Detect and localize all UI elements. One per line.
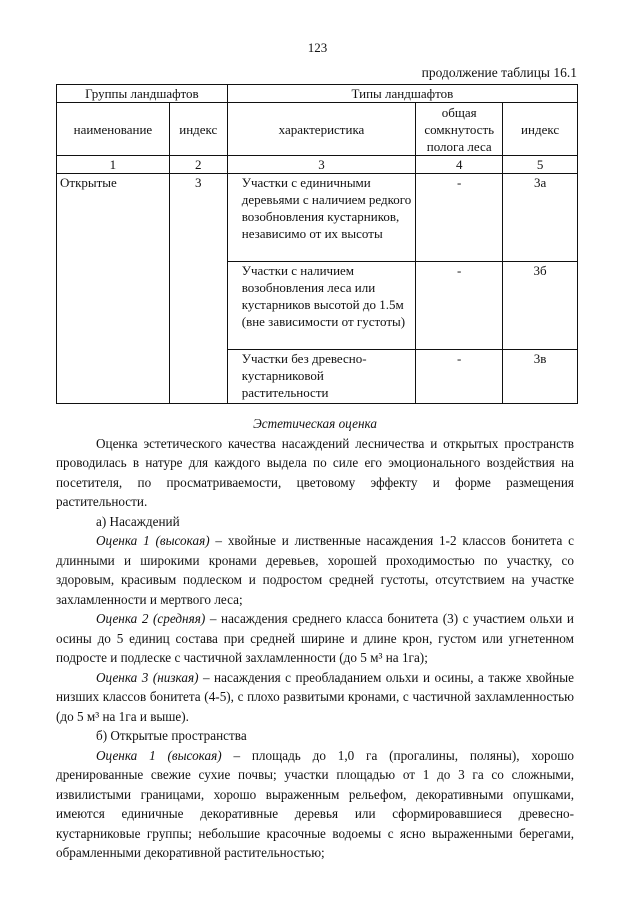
column-number: 5 xyxy=(503,156,578,174)
body-text xyxy=(56,414,574,863)
header-name: наименование xyxy=(57,103,170,156)
paragraph-b1 xyxy=(56,746,574,863)
rating-text: – насаждения с преобладанием ольхи и осины, а также хвойные низших классов бонитета (4-5), с плохо развитыми кронами, с частичной захламленностью (до 5 м³ на 1га и выше). xyxy=(56,669,575,724)
header-type-index: индекс xyxy=(503,103,578,156)
rating-label: Оценка 1 (высокая) xyxy=(96,747,222,763)
column-number: 4 xyxy=(416,156,503,174)
header-landscape-groups: Группы ландшафтов xyxy=(57,85,228,103)
rating-label: Оценка 3 (низкая) xyxy=(96,669,199,685)
characteristic-cell: Участки с единичными деревьями с наличием редкого возобновления кустарников, независимо от их высоты xyxy=(227,174,415,262)
rating-text: – насаждения среднего класса бонитета (3) с участием ольхи и осины до 5 единиц состава при средней ширине и длине крон, густом или угнетенном подросте и подлеске с частичной захламленности (до 5 м³ на 1га); xyxy=(56,611,574,665)
paragraph-a1 xyxy=(56,531,574,609)
column-number-row xyxy=(57,156,578,174)
table-header-row xyxy=(57,85,578,103)
paragraph-a3 xyxy=(56,668,574,727)
column-number: 2 xyxy=(169,156,227,174)
landscape-table xyxy=(56,84,578,404)
intro-paragraph: Оценка эстетического качества насаждений лесничества и открытых пространств проводилась в натуре для каждого выдела по силе его эмоционального воздействия на посетителя, по просматриваемости, цветовому эффекту и форме размещения растительности. xyxy=(56,435,574,509)
table-subheader-row xyxy=(57,103,578,156)
table-continuation-label: продолжение таблицы 16.1 xyxy=(421,65,577,80)
header-landscape-types: Типы ландшафтов xyxy=(227,85,577,103)
column-number: 1 xyxy=(57,156,170,174)
density-cell: - xyxy=(416,350,503,404)
characteristic-cell: Участки без древесно-кустарниковой растительности xyxy=(227,350,415,404)
table-row xyxy=(57,174,578,262)
subsection-a-heading: а) Насаждений xyxy=(96,513,180,529)
density-cell: - xyxy=(416,174,503,262)
header-canopy-density: общая сомкнутость полога леса xyxy=(416,103,503,156)
rating-text: – площадь до 1,0 га (прогалины, поляны), хорошо дренированные свежие сухие почвы; участки площадью от 1 до 3 га со сложными, извилистыми границами, хорошо выраженным рельефом, декоративными опушками, имеются единичные декоративные деревья или сформировавшиеся древесно-кустарниковые группы; небольшие красочные водоемы с ясно выраженными берегами, обрамленными декоративной растительностью; xyxy=(56,747,574,860)
type-index-cell: 3а xyxy=(503,174,578,262)
rating-label: Оценка 2 (средняя) xyxy=(96,611,206,626)
header-characteristic: характеристика xyxy=(227,103,415,156)
page-number: 123 xyxy=(307,40,328,55)
rating-text: – хвойные и лиственные насаждения 1-2 классов бонитета с длинными и широкими кронами деревьев, хорошей проходимостью по участку, со здоровым, красивым подлеском и подростом средней густоты, отсутствием на участке захламленности и мертвого леса; xyxy=(56,533,574,607)
type-index-cell: 3б xyxy=(503,262,578,350)
rating-label: Оценка 1 (высокая) xyxy=(96,533,210,548)
group-name-cell: Открытые xyxy=(57,174,170,404)
header-index: индекс xyxy=(169,103,227,156)
group-index-cell: 3 xyxy=(169,174,227,404)
column-number: 3 xyxy=(227,156,415,174)
characteristic-cell: Участки с наличием возобновления леса или кустарников высотой до 1.5м (вне зависимости от густоты) xyxy=(227,262,415,350)
type-index-cell: 3в xyxy=(503,350,578,404)
section-title: Эстетическая оценка xyxy=(253,416,377,431)
subsection-b-heading: б) Открытые пространства xyxy=(96,728,247,743)
paragraph-a2 xyxy=(56,609,574,668)
density-cell: - xyxy=(416,262,503,350)
